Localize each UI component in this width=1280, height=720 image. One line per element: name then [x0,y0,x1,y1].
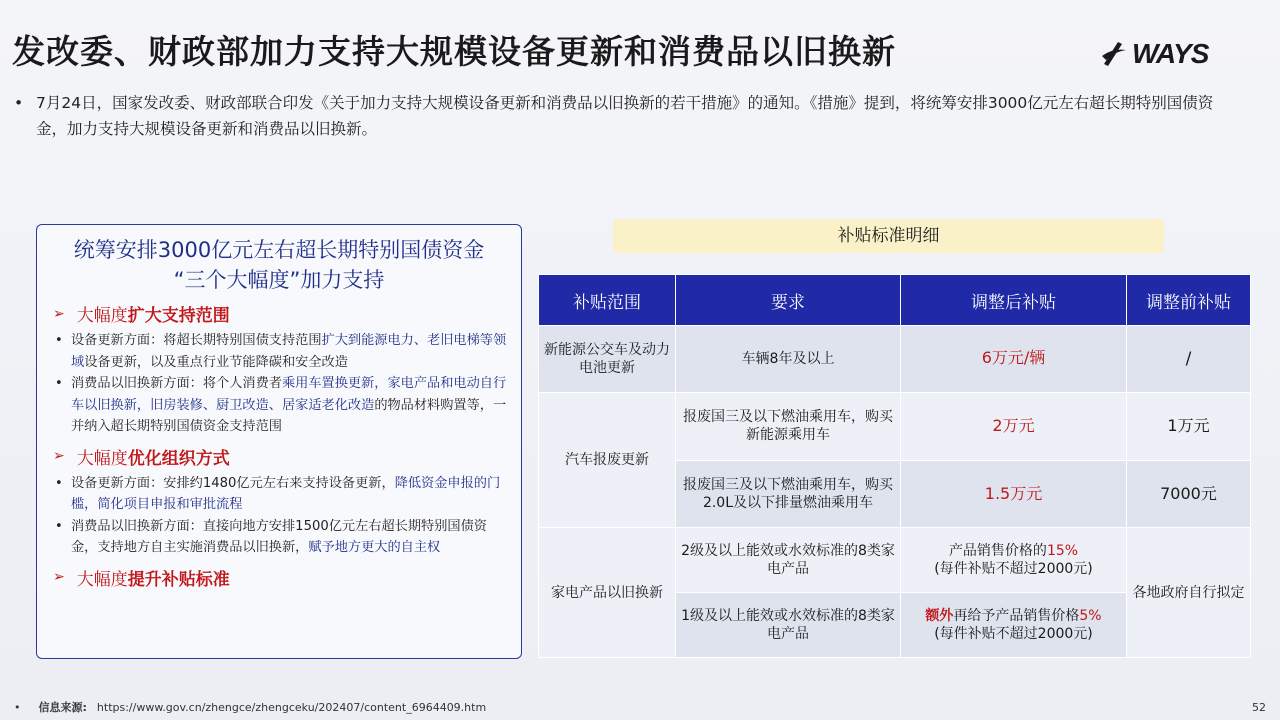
source-label: 信息来源: [38,701,87,714]
table-cell: 新能源公交车及动力电池更新 [539,326,676,393]
table-cell [901,326,1127,393]
table-cell: 2级及以上能效或水效标准的8类家电产品 [676,528,901,593]
section-prefix: 大幅度 [76,569,128,590]
table-cell: 报废国三及以下燃油乘用车，购买新能源乘用车 [676,392,901,460]
table-cell: 1万元 [1127,392,1251,460]
intro-paragraph [14,90,1224,142]
table-row [539,326,1251,393]
arrow-right-icon: ➢ [53,448,65,464]
section-highlight: 优化组织方式 [127,448,230,469]
table-header-row [539,275,1251,326]
section-heading-standard [53,565,521,590]
table-cell: 产品销售价格的15% (每件补贴不超过2000元) [901,528,1127,593]
source-url[interactable]: https://www.gov.cn/zhengce/zhengceku/202407/content_6964409.htm [96,701,487,714]
arrow-right-icon: ➢ [53,305,65,322]
subsidy-amount: 1.5万元 [984,483,1043,503]
bullet: • [14,701,21,714]
list-item: • 消费品以旧换新方面：直接向地方安排1500亿元左右超长期特别国债资金，支持地方自主实施消费品以旧换新，赋予地方更大的自主权 [55,516,509,559]
subsidy-table [538,274,1251,658]
bullet: • [14,94,24,112]
ways-logo-icon [1100,38,1128,70]
section-list-organization [37,473,521,559]
column-header: 调整前补贴 [1127,275,1251,326]
table-row [539,392,1251,460]
section-prefix: 大幅度 [76,306,128,326]
panel-heading [37,235,521,295]
subsidy-amount: 6万元/辆 [981,348,1046,368]
table-cell: 1级及以上能效或水效标准的8类家电产品 [676,593,901,658]
column-header: 补贴范围 [539,275,676,326]
table-cell: 额外再给予产品销售价格5% (每件补贴不超过2000元) [901,593,1127,658]
list-item: • 消费品以旧换新方面：将个人消费者乘用车置换更新，家电产品和电动自行车以旧换新，旧房装修、厨卫改造、居家适老化改造的物品材料购置等，一并纳入超长期特别国债资金支持范围 [55,373,509,438]
section-prefix: 大幅度 [76,448,128,469]
list-item: • 设备更新方面：安排约1480亿元左右来支持设备更新，降低资金申报的门槛，简化项目申报和审批流程 [55,473,509,516]
column-header: 调整后补贴 [901,275,1127,326]
section-highlight: 提升补贴标准 [127,569,230,590]
column-header: 要求 [676,275,901,326]
support-panel [36,224,522,659]
intro-text: 7月24日，国家发改委、财政部联合印发《关于加力支持大规模设备更新和消费品以旧换新的若干措施》的通知。《措施》提到，将统筹安排3000亿元左右超长期特别国债资金，加力支持大规模设备更新和消费品以旧换新。 [36,94,1214,138]
arrow-right-icon: ➢ [53,569,65,585]
subsidy-table-title: 补贴标准明细 [613,219,1164,253]
table-cell: 车辆8年及以上 [676,326,901,393]
table-row [539,528,1251,593]
panel-heading-line1: 统筹安排3000亿元左右超长期特别国债资金 [73,238,485,262]
table-cell [901,392,1127,460]
source-footer [14,699,486,715]
subsidy-amount: 2万元 [992,415,1035,435]
section-highlight: 扩大支持范围 [127,306,230,326]
list-item: • 设备更新方面：将超长期特别国债支持范围扩大到能源电力、老旧电梯等领域设备更新，以及重点行业节能降碳和安全改造 [55,330,509,373]
ways-logo [1100,36,1220,72]
table-cell: 汽车报废更新 [539,392,676,528]
table-cell: 报废国三及以下燃油乘用车，购买2.0L及以下排量燃油乘用车 [676,460,901,528]
table-cell: 家电产品以旧换新 [539,528,676,658]
section-heading-organization [53,444,521,469]
logo-text: WAYS [1132,38,1209,69]
table-cell: 7000元 [1127,460,1251,528]
table-cell: 各地政府自行拟定 [1127,528,1251,658]
page-title: 发改委、财政部加力支持大规模设备更新和消费品以旧换新 [12,32,896,71]
section-heading-scope [53,301,521,326]
section-list-scope [37,330,521,438]
panel-heading-line2: “三个大幅度”加力支持 [173,268,385,292]
page-number: 52 [1252,701,1266,714]
table-cell: / [1127,326,1251,393]
table-cell [901,460,1127,528]
